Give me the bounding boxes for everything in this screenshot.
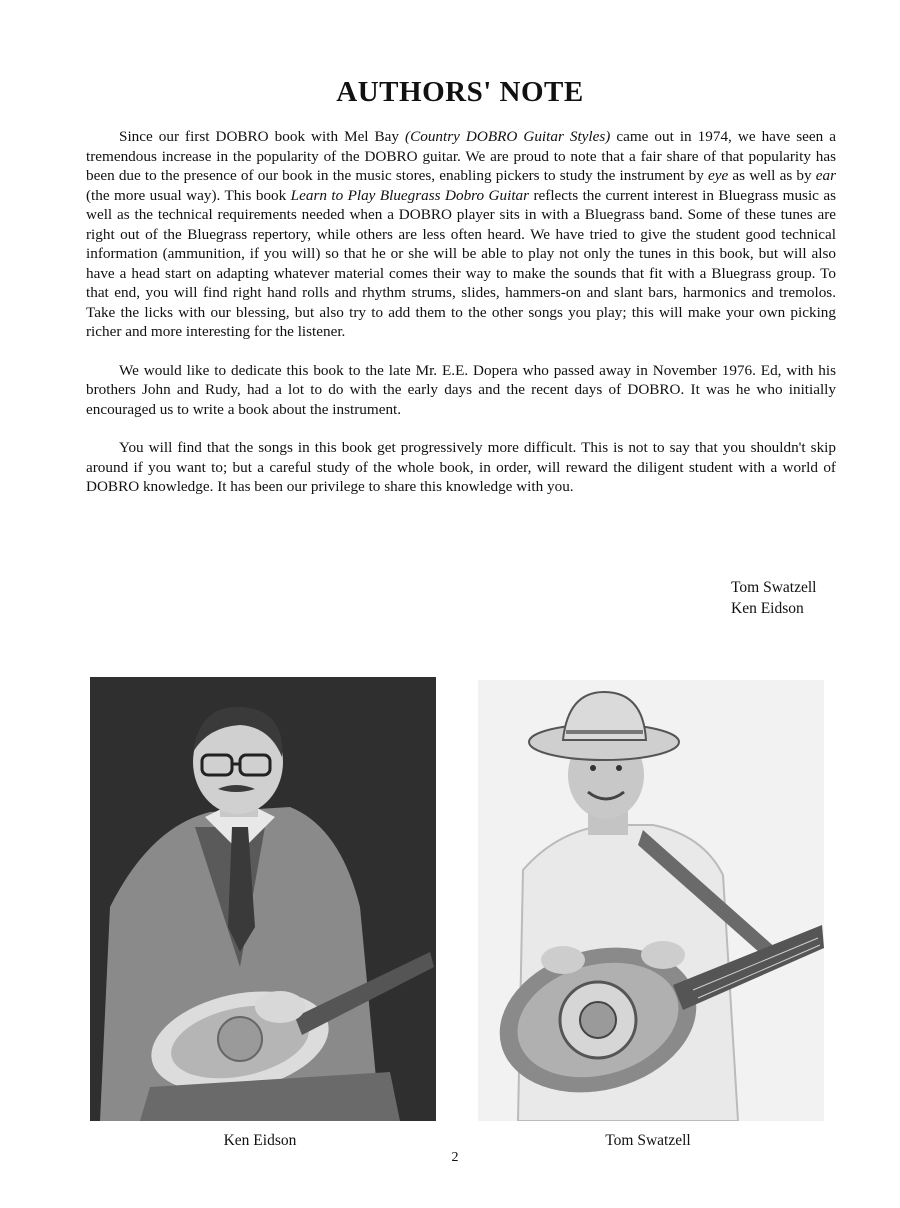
p1-text-2: came out in 1974, we have seen a tremendous increase in the popularity of the DOBRO guitar. We are proud to note that a fair share of that popularity has been due to the presence of our book in the music stores, enabling pickers to study the instrument by (86, 128, 836, 184)
signature-name-2: Ken Eidson (731, 600, 804, 617)
photo-ken-eidson (90, 677, 436, 1121)
p1-text-1: Since our first DOBRO book with Mel Bay (119, 128, 406, 145)
portrait-image-left (90, 677, 436, 1121)
p1-text-5: reflects the current interest in Bluegrass music as well as the technical requirements needed when a DOBRO player sits in with a Bluegrass band. Some of these tunes are right out of the Bluegrass repertory, while others are less often heard. We have tried to give the student good technical information (ammunition, if you will) so that he or she will be able to play not only the tunes in this book, but will also have a head start on adapting whatever material comes their way to make the sounds that fit with a Bluegrass group. To that end, you will find right hand rolls and rhythm strums, slides, hammers-on and slant bars, harmonics and tremolos. Take the licks with our blessing, but also try to add them to the other songs you play; this will make your own picking richer and more interesting for the listener. (86, 186, 836, 340)
note-body (86, 127, 836, 516)
paragraph-2: We would like to dedicate this book to the late Mr. E.E. Dopera who passed away in November 1976. Ed, with his brothers John and Rudy, had a lot to do with the early days and the recent days of DOBRO. It was he who initially encouraged us to write a book about the instrument. (86, 361, 836, 418)
p1-book-title-2: Learn to Play Bluegrass Dobro Guitar (290, 186, 530, 204)
portrait-image-right (478, 680, 824, 1121)
signature-name-1: Tom Swatzell (731, 579, 817, 596)
p1-book-title-1: (Country DOBRO Guitar Styles) (405, 128, 611, 145)
photo-caption-right: Tom Swatzell (605, 1132, 691, 1149)
p1-emphasis-ear: ear (815, 167, 837, 184)
paragraph-3: You will find that the songs in this book get progressively more difficult. This is not to say that you shouldn't skip around if you want to; but a careful study of the whole book, in order, will reward the diligent student with a world of DOBRO knowledge. It has been our privilege to share this knowledge with you. (86, 439, 836, 495)
signature-block (731, 577, 881, 619)
p1-text-3: as well as by (728, 167, 816, 184)
photo-tom-swatzell (478, 680, 824, 1121)
photo-caption-left: Ken Eidson (223, 1132, 297, 1149)
page-number: 2 (451, 1150, 459, 1165)
paragraph-1 (86, 127, 836, 342)
page-title: AUTHORS' NOTE (336, 76, 584, 108)
p1-text-4: (the more usual way). This book (86, 186, 291, 204)
p1-emphasis-eye: eye (708, 167, 729, 184)
